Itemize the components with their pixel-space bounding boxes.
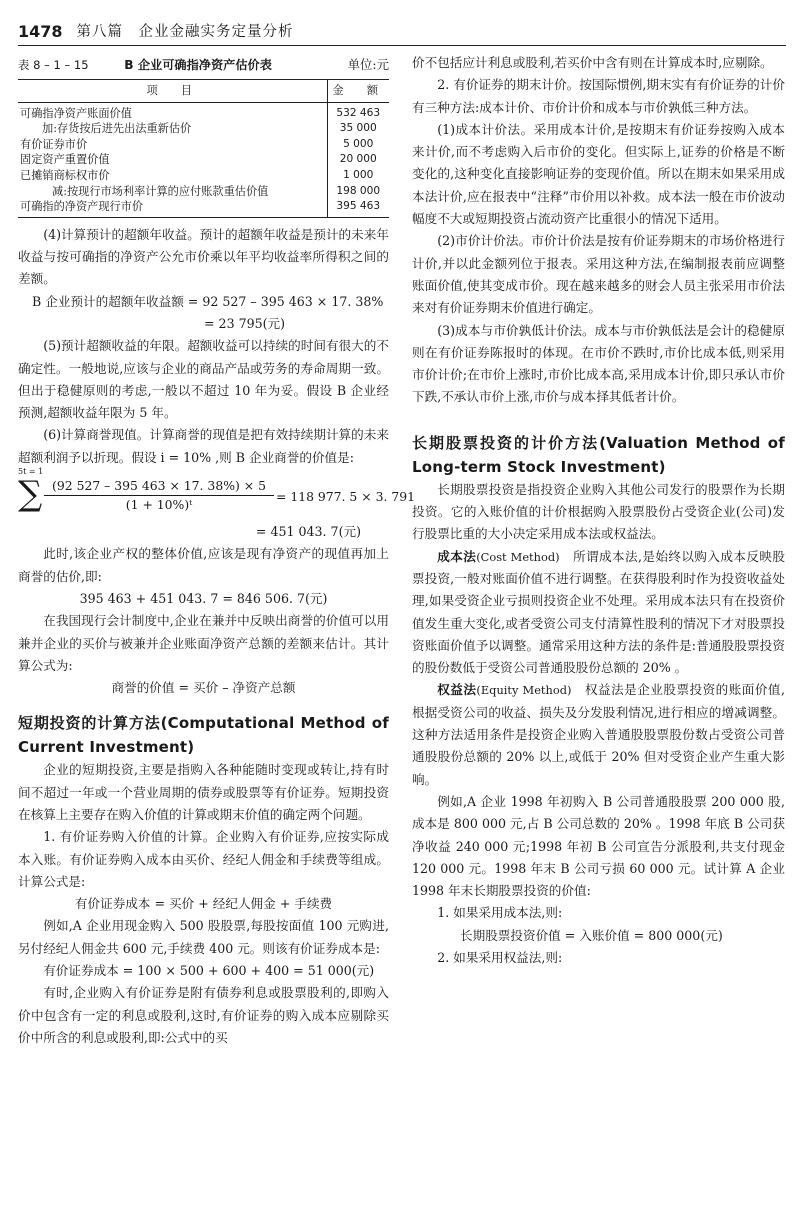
- row-item: 可确指的净资产现行市价: [18, 199, 327, 217]
- sigma-symbol: ∑: [18, 474, 43, 515]
- paragraph: 有时,企业购入有价证券是附有债券利息或股票股利的,即购入价中包含有一定的利息或股利,这时,有价证券的购入成本应剔除买价中所含的利息或股利,即:公式中的买: [18, 985, 389, 1045]
- row-item: 减:按现行市场利率计算的应付账款重估价值: [52, 184, 269, 198]
- term-cost-method-en: (Cost Method): [476, 549, 560, 564]
- formula-line: = 451 043. 7(元): [255, 524, 361, 540]
- paragraph: 在我国现行会计制度中,企业在兼并中反映出商誉的价值可以用兼并企业的买价与被兼并企业账面净资产总额的差额来估计。其计算公式为:: [18, 613, 389, 673]
- spacer: [412, 409, 785, 431]
- asset-valuation-table: [18, 79, 389, 218]
- table-row: [18, 102, 389, 121]
- paragraph: [412, 546, 785, 680]
- row-amount: 5 000: [327, 137, 389, 153]
- formula-line: 有价证券成本 = 100 × 500 + 600 + 400 = 51 000(元): [43, 963, 375, 979]
- paragraph: 长期股票投资是指投资企业购入其他公司发行的股票作为长期投资。它的入账价值的计价根据购入股票股份占受资企业(公司)发行股票比重的大小决定采用成本法或权益法。: [412, 481, 785, 542]
- paragraph: 1. 有价证券购入价值的计算。企业购入有价证券,应按实际成本入账。有价证券购入成本由买价、经纪人佣金和手续费等组成。计算公式是:: [18, 829, 389, 889]
- row-item: 固定资产重置价值: [20, 153, 110, 167]
- paragraph: (4)计算预计的超额年收益。预计的超额年收益是预计的未来年收益与按可确指的净资产公允市价乘以年平均收益率所得积之间的差额。: [18, 226, 389, 287]
- paragraph: 价不包括应计利息或股利,若买价中含有则在计算成本时,应剔除。: [412, 55, 773, 70]
- row-amount: 1 000: [327, 168, 389, 184]
- fraction-numerator: (92 527 – 395 463 × 17. 38%) × 5: [44, 477, 274, 496]
- formula-line: 商誉的价值 = 买价 – 净资产总额: [111, 680, 296, 696]
- fraction: [44, 477, 274, 514]
- paragraph: (6)计算商誉现值。计算商誉的现值是把有效持续期计算的未来超额利润予以折现。假设 i = 10% ,则 B 企业商誉的价值是:: [18, 427, 389, 465]
- spacer: [18, 699, 389, 711]
- paragraph: (5)预计超额收益的年限。超额收益可以持续的时间有很大的不确定性。一般地说,应该与企业的商品产品或劳务的寿命周期一致。但出于稳健原则的考虑,一般以不超过 10 年为妥。假设 B 企业经预测,超额收益年限为 5 年。: [18, 338, 389, 421]
- formula-line: 395 463 + 451 043. 7 = 846 506. 7(元): [79, 590, 328, 606]
- table-title: B 企业可确指净资产估价表: [124, 57, 272, 72]
- formula-line: 长期股票投资价值 = 入账价值 = 800 000(元): [460, 927, 723, 943]
- formula-line: = 23 795(元): [204, 315, 286, 331]
- page-header: [18, 12, 786, 46]
- sum-limit: 5t = 1: [18, 467, 44, 477]
- table-row: [18, 168, 389, 184]
- paragraph: 2. 有价证券的期末计价。按国际惯例,期末实有有价证券的计价有三种方法:成本计价、市价计价和成本与市价孰低三种方法。: [412, 77, 785, 115]
- page-number: 1478: [18, 22, 63, 41]
- paragraph: 此时,该企业产权的整体价值,应该是现有净资产的现值再加上商誉的估价,即:: [18, 546, 389, 584]
- paragraph: (2)市价计价法。市价计价法是按有价证券期末的市场价格进行计价,并以此金额列位于报表。采用这种方法,在编制报表前应调整账面价值,使其变成市价。现在越来越多的财会人员主张采用市价法来对有价证券期末价值进行确定。: [412, 233, 785, 316]
- paragraph: 例如,A 企业用现金购入 500 股股票,每股按面值 100 元购进,另付经纪人佣金共 600 元,手续费 400 元。则该有价证券成本是:: [18, 918, 389, 956]
- paragraph: 例如,A 企业 1998 年初购入 B 公司普通股股票 200 000 股,成本是 800 000 元,占 B 公司总数的 20% 。1998 年底 B 公司获净收益 240 000 元;1998 年初 B 公司宣告分派股利,共支付现金 120 000 元。1998 年末 B 公司亏损 60 000 元。试计算 A 企业 1998 年末长期股票投资的价值:: [412, 793, 785, 899]
- paragraph: (3)成本与市价孰低计价法。成本与市价孰低法是会计的稳健原则在有价证券陈报时的体现。在市价不跌时,市价比成本低,则采用市价计价;在市价上涨时,市价比成本高,采用成本计价,即只承认市价下跌,不承认市价上涨,市价与成本择其低者计价。: [412, 322, 785, 405]
- list-item: 2. 如果采用权益法,则:: [437, 949, 563, 965]
- table-row: [18, 199, 389, 217]
- table-row: [18, 137, 389, 153]
- formula-result: = 118 977. 5 × 3. 791: [276, 489, 415, 505]
- table-number: 表 8 – 1 – 15: [18, 57, 89, 72]
- table-unit: 单位:元: [347, 56, 389, 72]
- goodwill-formula: [18, 467, 415, 541]
- paragraph: (1)成本计价法。采用成本计价,是按期末有价证券按购入成本来计价,而不考虑购入后市价的变化。但实际上,证券的价格是不断变化的,这种变化直接影响证券的变现价值。所以在期末如果采用成本法计价,应在报表中“注释”市价用以补救。成本法一般在市价波动幅度不大或短期投资占流动资产比重很小的情况下适用。: [412, 121, 785, 227]
- formula-line: 有价证券成本 = 买价 + 经纪人佣金 + 手续费: [74, 896, 333, 912]
- row-amount: 20 000: [327, 152, 389, 168]
- section-heading: 长期股票投资的计价方法(Valuation Method of Long-term Stock Investment): [412, 433, 785, 476]
- term-equity-method-en: (Equity Method): [476, 683, 572, 698]
- row-amount: 395 463: [327, 199, 389, 217]
- list-item: 1. 如果采用成本法,则:: [437, 905, 563, 921]
- column-header-item: 项 目: [18, 80, 327, 103]
- row-item: 有价证券市价: [20, 137, 88, 151]
- paragraph: [412, 679, 785, 790]
- row-item: 已摊销商标权市价: [20, 168, 110, 182]
- table-caption: [18, 54, 389, 76]
- table-row: [18, 121, 389, 137]
- column-header-amount: 金 额: [327, 80, 389, 103]
- paragraph-text: 权益法是企业股票投资的账面价值,根据受资公司的收益、损失及分发股利情况,进行相应的增减调整。这种方法适用条件是投资企业购入普通股股票股份数占受资公司普通股股份总额的 20% 以上,或低于 20% 但对受资企业产生重大影响。: [412, 682, 785, 787]
- fraction-denominator: (1 + 10%)ᵗ: [125, 497, 193, 513]
- paragraph-text: 所谓成本法,是始终以购入成本反映股票投资,一般对账面价值不进行调整。在获得股利时作为投资收益处理,如果受资企业亏损则投资企业不处理。采用成本法只有在投资价值发生重大变化,或者受资公司支付清算性股利的情况下才对股票投资账面价值予以调整。通常采用这种方法的条件是:普通股股票投资的股份数低于受资公司普通股股份总额的 20% 。: [412, 548, 785, 676]
- row-amount: 198 000: [327, 184, 389, 200]
- row-amount: 35 000: [327, 121, 389, 137]
- table-row: [18, 152, 389, 168]
- row-item: 可确指净资产账面价值: [20, 106, 132, 120]
- part-title: 第八篇 企业金融实务定量分析: [76, 24, 294, 40]
- right-column: [412, 52, 785, 969]
- term-equity-method: 权益法: [437, 682, 477, 698]
- paragraph: 企业的短期投资,主要是指购入各种能随时变现或转让,持有时间不超过一年或一个营业周期的债券或股票等有价证券。短期投资在核算上主要存在购入价值的计算或期末价值的确定两个问题。: [18, 762, 389, 822]
- term-cost-method: 成本法: [437, 548, 477, 564]
- section-heading: 短期投资的计算方法(Computational Method of Current Investment): [18, 714, 389, 757]
- table-row: [18, 184, 389, 200]
- formula-line: B 企业预计的超额年收益额 = 92 527 – 395 463 × 17. 38%: [32, 293, 384, 309]
- left-column: [18, 52, 415, 1049]
- row-amount: 532 463: [327, 102, 389, 121]
- table-header-row: [18, 80, 389, 103]
- row-item: 加:存货按后进先出法重新估价: [42, 122, 192, 136]
